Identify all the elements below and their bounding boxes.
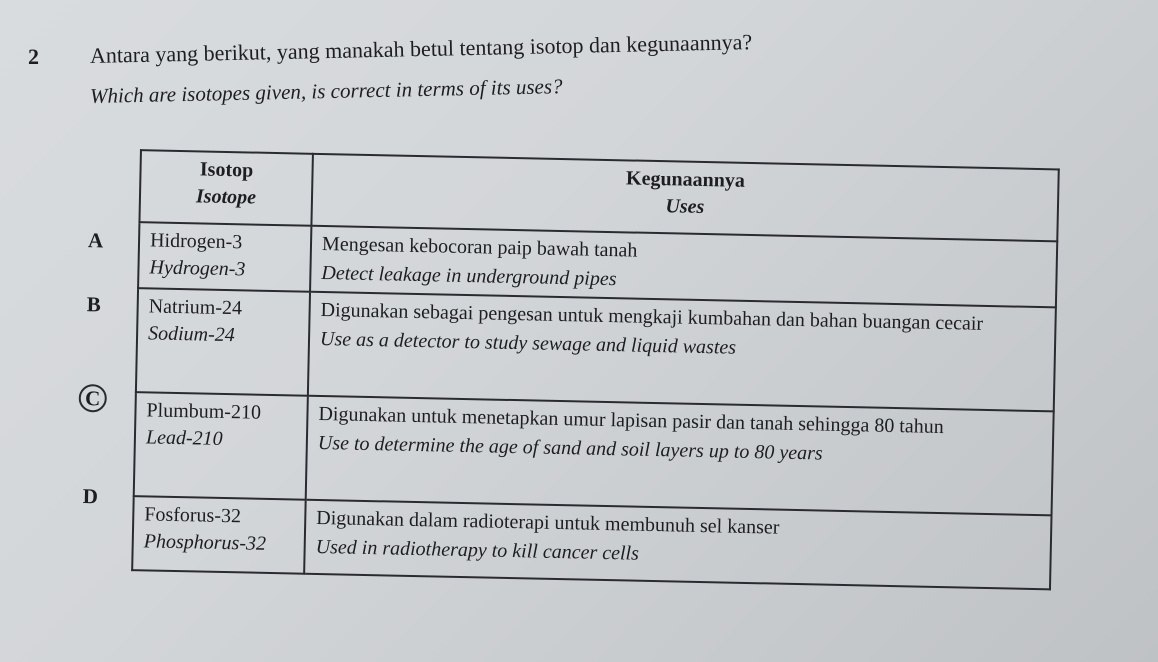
option-letter-a[interactable]: A	[87, 228, 104, 253]
options-table-container	[82, 148, 1124, 565]
question-number: 2	[28, 44, 39, 69]
isotope-cell-d	[132, 496, 306, 574]
header-isotope-english: Isotope	[195, 185, 257, 209]
uses-malay-a: Mengesan kebocoran paip bawah tanah	[321, 233, 638, 262]
isotope-malay-d: Fosforus-32	[144, 503, 242, 528]
isotope-malay-b: Natrium-24	[148, 295, 243, 320]
header-uses-malay: Kegunaannya	[625, 167, 746, 192]
uses-malay-d: Digunakan dalam radioterapi untuk membunuh sel kanser	[316, 506, 780, 539]
isotope-malay-c: Plumbum-210	[146, 399, 262, 424]
table-row-c	[134, 392, 1054, 515]
uses-english-a: Detect leakage in underground pipes	[321, 262, 617, 291]
uses-english-d: Used in radiotherapy to kill cancer cells	[315, 535, 640, 565]
option-letter-d[interactable]: D	[82, 484, 99, 509]
header-uses-english: Uses	[665, 195, 705, 219]
table-row-b	[136, 288, 1056, 411]
isotope-cell-b	[136, 288, 310, 396]
option-letter-b[interactable]: B	[86, 292, 101, 317]
isotope-english-c: Lead-210	[145, 426, 223, 450]
question-text-english: Which are isotopes given, is correct in terms of its uses?	[89, 74, 563, 108]
uses-cell-c	[306, 396, 1054, 516]
question-text-malay: Antara yang berikut, yang manakah betul tentang isotop dan kegunaannya?	[89, 29, 753, 68]
header-isotope-malay: Isotop	[199, 158, 254, 182]
option-letters	[82, 148, 120, 509]
isotope-english-d: Phosphorus-32	[143, 530, 267, 555]
isotope-english-b: Sodium-24	[147, 322, 236, 347]
uses-english-c: Use to determine the age of sand and soil layers up to 80 years	[317, 431, 823, 465]
uses-malay-b: Digunakan sebagai pengesan untuk mengkaji kumbahan dan bahan buangan cecair	[320, 298, 984, 335]
uses-cell-b	[308, 292, 1056, 412]
isotope-english-a: Hydrogen-3	[149, 256, 246, 281]
isotope-cell-c	[134, 392, 308, 500]
uses-cell-d	[304, 500, 1051, 590]
header-isotope	[139, 150, 312, 226]
isotope-cell-a	[138, 222, 311, 292]
uses-malay-c: Digunakan untuk menetapkan umur lapisan pasir dan tanah sehingga 80 tahun	[318, 402, 944, 439]
isotope-uses-table	[131, 149, 1060, 590]
option-letter-c[interactable]: C	[78, 384, 107, 413]
isotope-malay-a: Hidrogen-3	[149, 229, 243, 254]
uses-english-b: Use as a detector to study sewage and liquid wastes	[319, 327, 737, 359]
